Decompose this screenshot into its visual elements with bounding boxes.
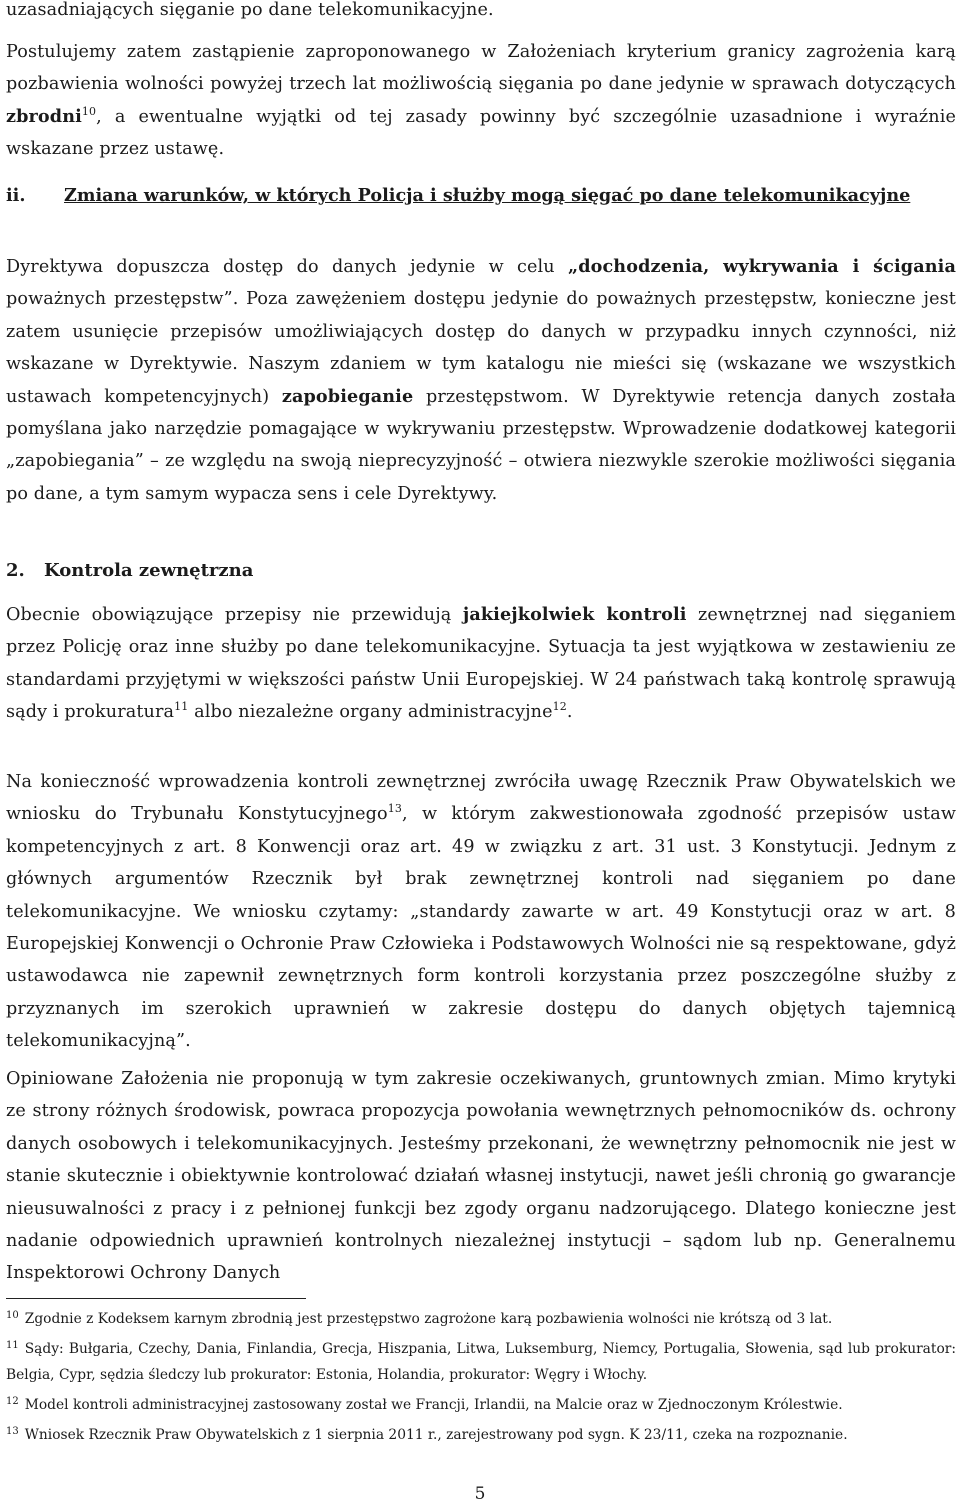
paragraph-ombudsman — [6, 766, 956, 1058]
emphasis-text: jakiejkolwiek kontroli — [462, 604, 687, 625]
subsection-heading — [6, 180, 956, 212]
footnote-ref-13[interactable]: 13 — [387, 802, 402, 816]
subsection-number: ii. — [6, 185, 26, 206]
footnote-11 — [6, 1336, 956, 1388]
footnote-text: Sądy: Bułgaria, Czechy, Dania, Finlandia, Grecja, Hiszpania, Litwa, Luksemburg, Niemcy, Portugalia, Słowenia, sąd lub prokurator: Belgia, Cypr, sędzia śledczy lub prokurator: Estonia, Holandia, prokurator: Węgry i Włochy. — [6, 1341, 956, 1383]
footnote-13 — [6, 1422, 956, 1448]
paragraph-text: uzasadniających sięganie po dane telekomunikacyjne. — [6, 0, 494, 20]
paragraph-external-control — [6, 599, 956, 729]
section-heading — [6, 555, 253, 587]
footnote-number: 11 — [6, 1340, 19, 1351]
footnote-number: 10 — [6, 1310, 19, 1321]
paragraph-text: Obecnie obowiązujące przepisy nie przewidują — [6, 605, 463, 625]
section-title: Kontrola zewnętrzna — [44, 560, 254, 581]
subsection-title: Zmiana warunków, w których Policja i służby mogą sięgać po dane telekomunikacyjne — [64, 185, 911, 206]
paragraph-text: Opiniowane Założenia nie proponują w tym zakresie oczekiwanych, gruntownych zmian. Mimo krytyki ze strony różnych środowisk, powraca propozycja powołania wewnętrznych pełnomocników ds. ochrony danych osobowych i telekomunikacyjnych. Jesteśmy przekonani, że wewnętrzny pełnomocnik nie jest w stanie skutecznie i obiektywnie kontrolować działań własnej instytucji, nawet jeśli chronią go gwarancje nieusuwalności z pracy i z pełnionej funkcji bez zgody organu nadzorującego. Dlatego konieczne jest nadanie odpowiednich uprawnień kontrolnych niezależnej instytucji – sądom lub np. Generalnemu Inspektorowi Ochrony Danych — [6, 1069, 956, 1284]
paragraph-continuation — [6, 0, 956, 26]
emphasis-text: „dochodzenia, wykrywania i ścigania — [567, 256, 956, 277]
footnote-number: 12 — [6, 1396, 19, 1407]
paragraph-text: Dyrektywa dopuszcza dostęp do danych jedynie w celu — [6, 257, 568, 277]
paragraph-text: . — [566, 702, 573, 723]
paragraph-text: Na konieczność wprowadzenia kontroli zewnętrznej zwróciła uwagę Rzecznik Praw Obywatelskich we wniosku do Trybunału Konstytucyjnego — [6, 772, 956, 825]
footnote-ref-10[interactable]: 10 — [81, 104, 97, 118]
paragraph-text: , a ewentualne wyjątki od tej zasady powinny być szczególnie uzasadnione i wyraźnie wskazane przez ustawę. — [6, 106, 956, 160]
paragraph-text: albo niezależne organy administracyjne — [188, 702, 553, 723]
paragraph-text: Postulujemy zatem zastąpienie zaproponowanego w Założeniach kryterium granicy zagrożenia karą pozbawienia wolności powyżej trzech lat możliwością sięgania po dane jedynie w sprawach dotyczących — [6, 42, 956, 95]
footnote-ref-12[interactable]: 12 — [552, 700, 567, 714]
section-number: 2. — [6, 560, 25, 581]
page-number: 5 — [474, 1484, 486, 1504]
paragraph-directive — [6, 251, 956, 510]
footnote-text: Wniosek Rzecznik Praw Obywatelskich z 1 sierpnia 2011 r., zarejestrowany pod sygn. K 23/11, czeka na rozpoznanie. — [24, 1427, 848, 1443]
footnote-text: Model kontroli administracyjnej zastosowany został we Francji, Irlandii, na Malcie oraz w Zjednoczonym Królestwie. — [24, 1397, 843, 1413]
footnote-text: Zgodnie z Kodeksem karnym zbrodnią jest przestępstwo zagrożone karą pozbawienia wolności nie krótszą od 3 lat. — [24, 1311, 833, 1327]
footnote-separator — [6, 1298, 306, 1299]
footnote-10 — [6, 1306, 956, 1332]
paragraph-assumptions — [6, 1063, 956, 1290]
footnote-12 — [6, 1392, 956, 1418]
paragraph-text: , w którym zakwestionowała zgodność przepisów ustaw kompetencyjnych z art. 8 Konwencji oraz art. 49 w związku z art. 31 ust. 3 Konstytucji. Jednym z głównych argumentów Rzecznik był brak zewnętrznej kontroli nad sięganiem po dane telekomunikacyjne. We wniosku czytamy: „standardy zawarte w art. 49 Konstytucji oraz w art. 8 Europejskiej Konwencji o Ochronie Praw Człowieka i Podstawowych Wolności nie są respektowane, gdyż ustawodawca nie zapewnił zewnętrznych form kontroli korzystania przez poszczególne służby z przyznanych im szerokich uprawnień w zakresie dostępu do danych objętych tajemnicą telekomunikacyjną”. — [6, 804, 957, 1052]
paragraph-crime-criterion — [6, 36, 956, 166]
footnote-ref-11[interactable]: 11 — [174, 700, 189, 714]
footnote-number: 13 — [6, 1426, 19, 1437]
paragraph-text: poważnych przestępstw”. Poza zawężeniem dostępu jedynie do poważnych przestępstw, konieczne jest zatem usunięcie przepisów umożliwiających dostęp do danych w przypadku innych czynności, niż wskazane w Dyrektywie. Naszym zdaniem w tym katalogu nie mieści się (wskazane we wszystkich ustawach kompetencyjnych) — [6, 289, 956, 407]
emphasis-text: zbrodni — [6, 105, 82, 127]
emphasis-text: zapobieganie — [281, 385, 414, 407]
paragraph-text: przestępstwom. W Dyrektywie retencja danych została pomyślana jako narzędzie pomagające w wykrywaniu przestępstw. Wprowadzenie dodatkowej kategorii „zapobiegania” – ze względu na swoją nieprecyzyjność – otwiera niezwykle szerokie możliwości sięgania po dane, a tym samym wypacza sens i cele Dyrektywy. — [6, 386, 957, 504]
paragraph-text: zewnętrznej nad sięganiem przez Policję oraz inne służby po dane telekomunikacyjne. Sytuacja ta jest wyjątkowa w zestawieniu ze standardami przyjętymi w większości państw Unii Europejskiej. W 24 państwach taką kontrolę sprawują sądy i prokuratura — [6, 605, 956, 723]
footnotes — [6, 1306, 956, 1452]
